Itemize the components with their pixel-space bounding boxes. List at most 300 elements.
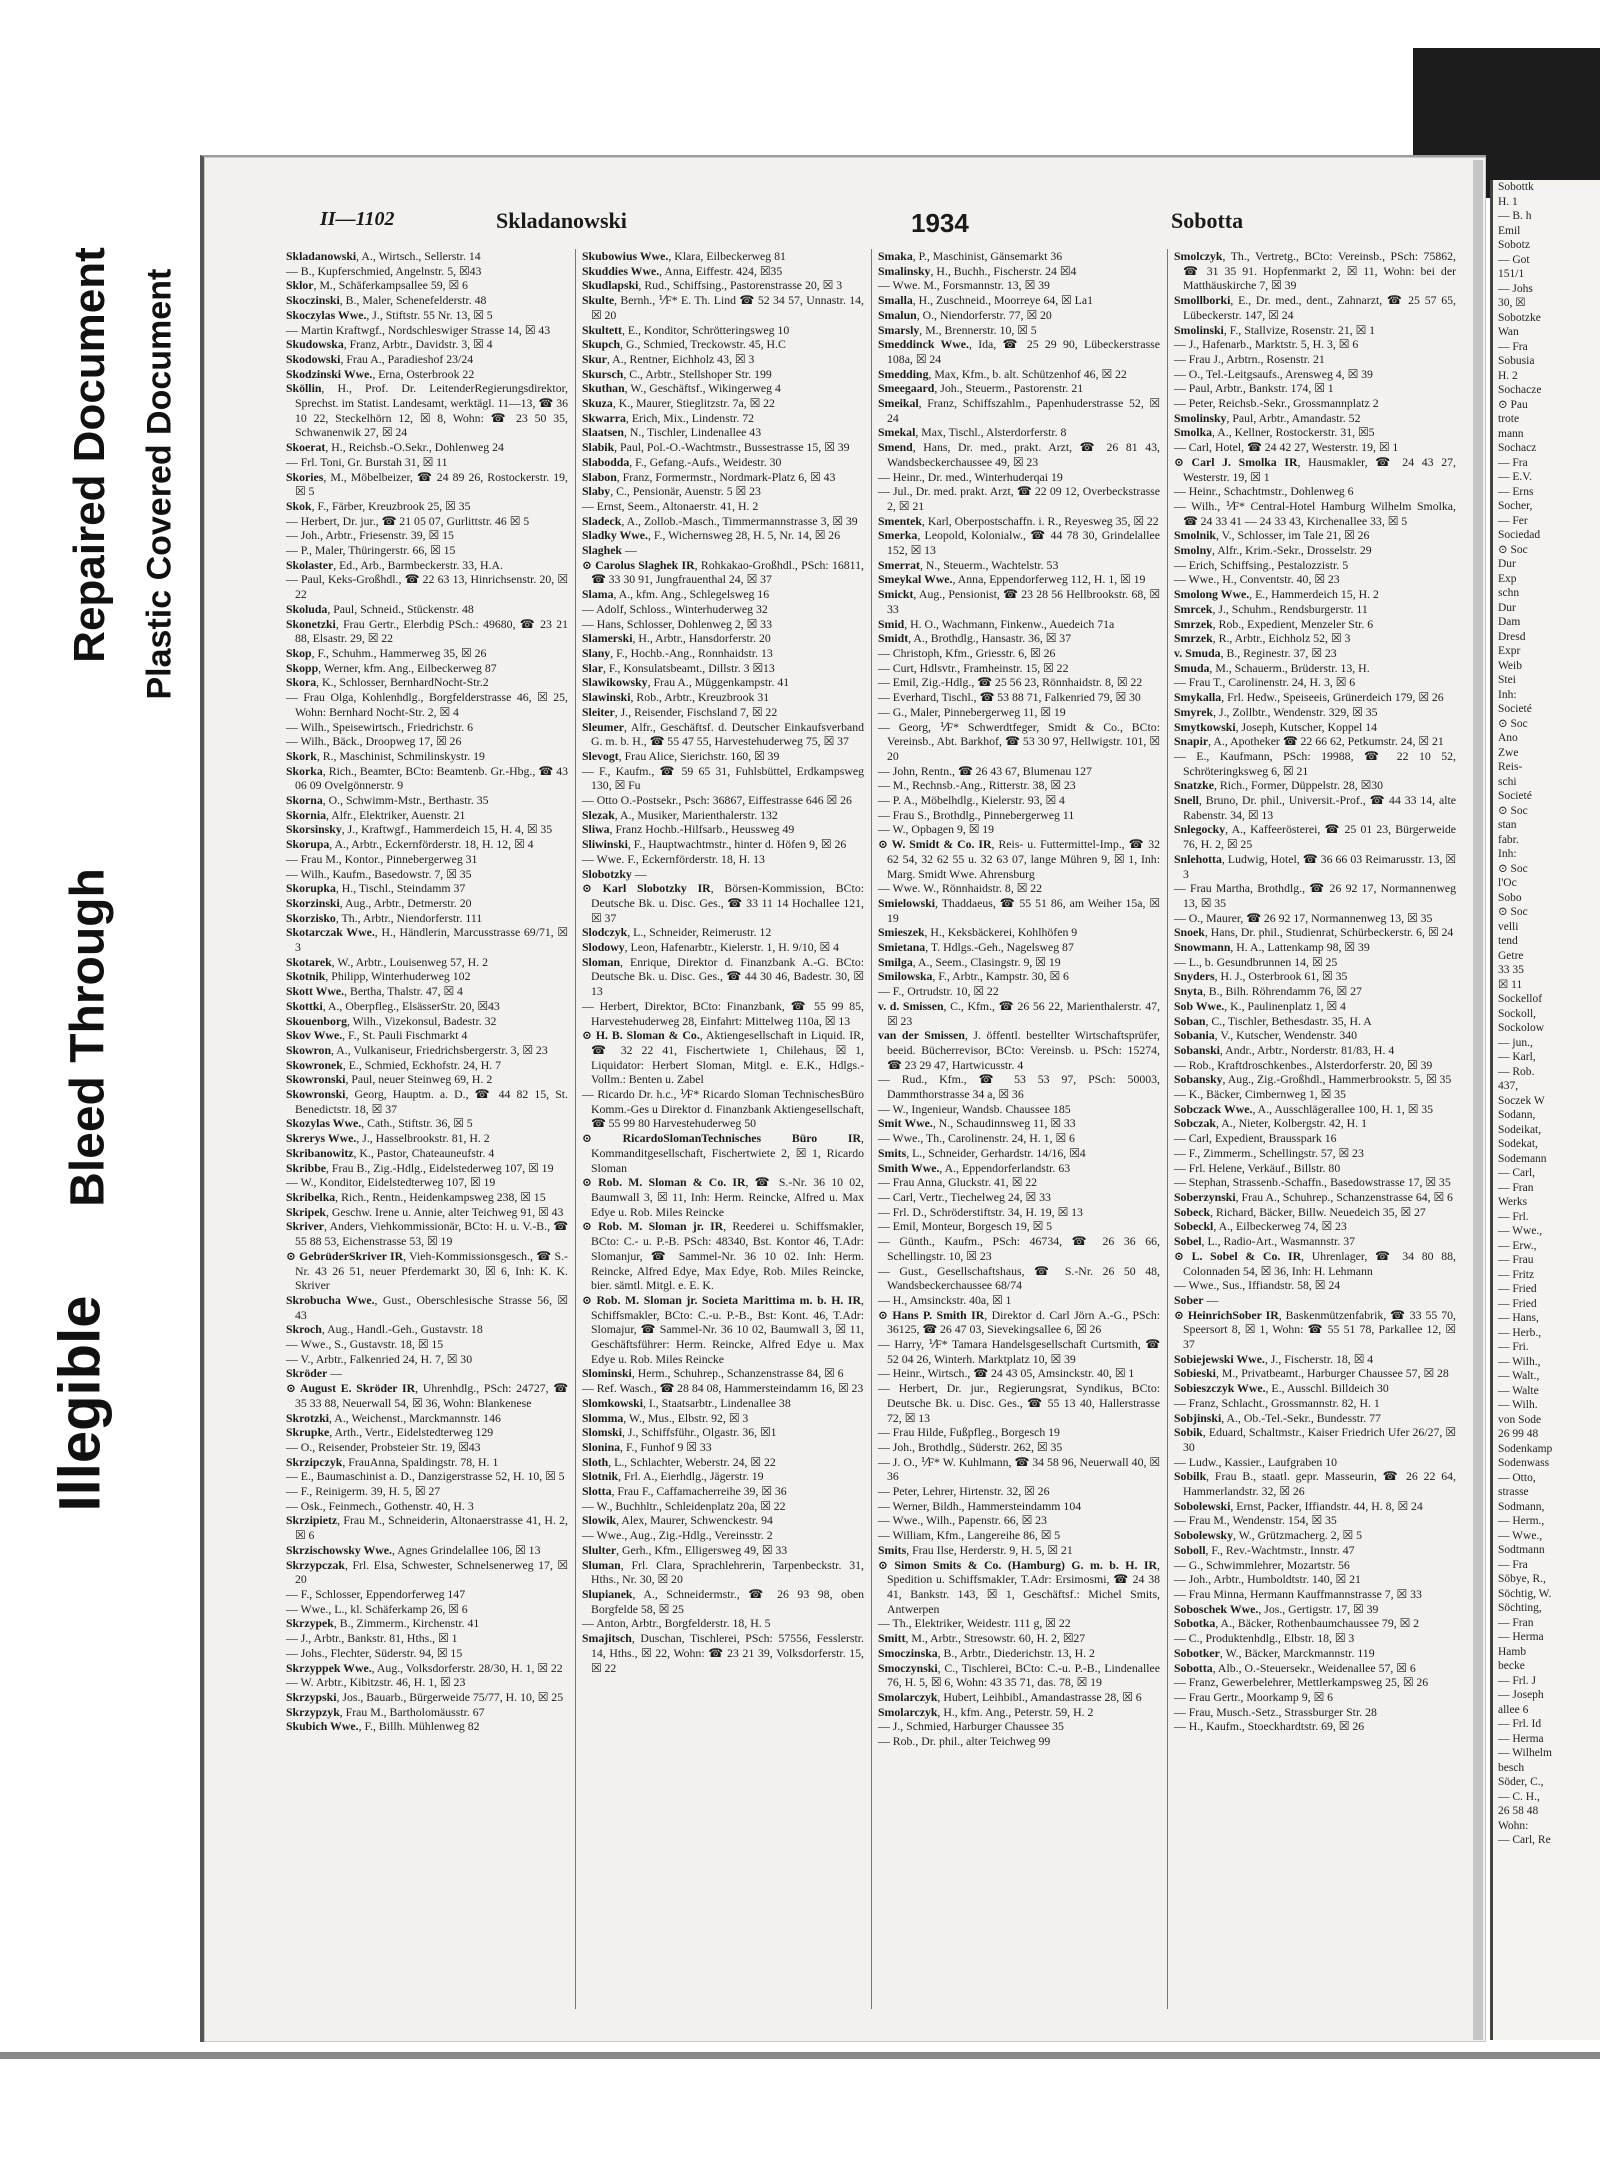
- directory-entry: — Carl, Vertr., Tiechelweg 24, ☒ 33: [878, 1190, 1051, 1204]
- directory-entry: Sobjinski, A., Ob.-Tel.-Sekr., Bundesstr. 77: [1174, 1410, 1381, 1425]
- directory-entry: Smyrek, J., Zollbtr., Wendenstr. 329, ☒ 35: [1174, 704, 1378, 719]
- directory-entry: — Wwe. W., Rönnhaidstr. 8, ☒ 22: [878, 881, 1043, 896]
- directory-entry: Skrupke, Arth., Vertr., Eidelstedterweg 129: [286, 1425, 494, 1440]
- directory-entry: — G., Schwimmlehrer, Mozartstr. 56: [1174, 1557, 1350, 1572]
- directory-entry: Smith Wwe., A., Eppendorferlandstr. 63: [878, 1160, 1071, 1175]
- directory-entry: Sobilk, Frau B., staatl. gepr. Masseurin, ☎ 26 22 64, Hammerlandstr. 32, ☒ 26: [1174, 1469, 1456, 1499]
- directory-entry: Skursch, C., Arbtr., Stellshoper Str. 199: [582, 366, 772, 381]
- directory-entry: — Wilh., Kaufm., Basedowstr. 7, ☒ 35: [286, 866, 472, 881]
- directory-entry: — William, Kfm., Langereihe 86, ☒ 5: [878, 1528, 1061, 1543]
- adjacent-page-fragment: Sockoll,: [1498, 1007, 1537, 1020]
- directory-entry: Skowronski, Paul, neuer Steinweg 69, H. 2: [286, 1072, 493, 1087]
- directory-entry: — Wwe., Aug., Zig.-Hdlg., Vereinsstr. 2: [582, 1528, 773, 1543]
- adjacent-page-fragment: ⊙ Pau: [1498, 398, 1528, 411]
- directory-entry: Snlehotta, Ludwig, Hotel, ☎ 36 66 03 Reimarusstr. 13, ☒ 3: [1174, 851, 1456, 881]
- directory-entry: Slomski, J., Schiffsführ., Olgastr. 36, ☒1: [582, 1425, 777, 1440]
- directory-entry: Smeddinck Wwe., Ida, ☎ 25 29 90, Lübeckerstrasse 108a, ☒ 24: [878, 337, 1160, 366]
- directory-entry: Smalun, O., Niendorferstr. 77, ☒ 20: [878, 307, 1052, 322]
- directory-entry: Slaby, C., Pensionär, Auenstr. 5 ☒ 23: [582, 484, 761, 499]
- directory-entry: — Erich, Schiffsing., Pestalozzistr. 5: [1174, 557, 1349, 572]
- directory-entry: Slupianek, A., Schneidermstr., ☎ 26 93 98, oben Borgfelde 58, ☒ 25: [582, 1586, 864, 1616]
- column-divider: [1167, 249, 1168, 2009]
- directory-entry: — Otto O.-Postsekr., Psch: 36867, Eiffestrasse 646 ☒ 26: [582, 793, 852, 808]
- directory-entry: Skripek, Geschw. Irene u. Annie, alter Teichweg 91, ☒ 43: [286, 1204, 564, 1219]
- directory-entry: Slawikowsky, Frau A., Müggenkampstr. 41: [582, 675, 790, 690]
- adjacent-page-fragment: 26 99 48: [1498, 1428, 1539, 1440]
- directory-entry: Sobczak, A., Nieter, Kolbergstr. 42, H. 1: [1174, 1116, 1367, 1131]
- directory-entry: — O., Reisender, Probsteier Str. 19, ☒43: [286, 1439, 481, 1454]
- directory-entry: ⊙ Carolus Slaghek IR, Rohkakao-Großhdl., PSch: 16811, ☎ 33 30 91, Jungfrauenthal 24, ☒ 37: [582, 557, 864, 587]
- directory-entry: Skorzinski, Aug., Arbtr., Detmerstr. 20: [286, 895, 472, 910]
- adjacent-page-fragment: — Otto,: [1498, 1471, 1536, 1484]
- directory-entry: — E., Kaufmann, PSch: 19988, ☎ 22 10 52, Schröteringksweg 6, ☒ 21: [1174, 748, 1456, 778]
- directory-entry: Slamerski, H., Arbtr., Hansdorferstr. 20: [582, 631, 771, 646]
- directory-entry: — H., Kaufm., Stoeckhardtstr. 69, ☒ 26: [1174, 1719, 1365, 1734]
- directory-entry: Skrzipczyk, FrauAnna, Spaldingstr. 78, H. 1: [286, 1454, 499, 1469]
- directory-entry: Sobieszczyk Wwe., E., Ausschl. Billdeich 30: [1174, 1381, 1389, 1396]
- directory-entry: — O., Maurer, ☎ 26 92 17, Normannenweg 13, ☒ 35: [1174, 910, 1433, 925]
- directory-entry: Sköllin, H., Prof. Dr. LeitenderRegierungsdirektor, Sprechst. im Statist. Landesamt, werktägl. 11—13, ☎ 36 10 22, Steckelhörn 12, ☒ 8, Wohn: ☎ 23 50 35, Schwanenwik 27, ☒ 24: [286, 381, 568, 440]
- page-number: II—1102: [320, 208, 395, 230]
- directory-entry: — Johs., Flechter, Süderstr. 94, ☒ 15: [286, 1645, 463, 1660]
- adjacent-page-fragment: Wohn:: [1498, 1819, 1529, 1832]
- directory-entry: Smolong Wwe., E., Hammerdeich 15, H. 2: [1174, 587, 1379, 602]
- directory-entry: — Curt, Hdlsvtr., Framheinstr. 15, ☒ 22: [878, 660, 1069, 675]
- directory-entry: Sklor, M., Schäferkampsallee 59, ☒ 6: [286, 278, 468, 293]
- directory-entry: — Martin Kraftwgf., Nordschleswiger Strasse 14, ☒ 43: [286, 322, 551, 337]
- directory-entry: — Wilh., ⅟F* Central-Hotel Hamburg Wilhelm Smolka, ☎ 24 33 41 — 24 33 43, Kirchenallee 33, ☒ 5: [1174, 498, 1456, 528]
- directory-entry: Slodczyk, L., Schneider, Reimerustr. 12: [582, 925, 772, 940]
- directory-entry: Smeegaard, Joh., Steuerm., Pastorenstr. 21: [878, 381, 1084, 396]
- directory-entry: — Frau S., Brothdlg., Pinnebergerweg 11: [878, 807, 1075, 822]
- directory-entry: Snyta, B., Bilh. Röhrendamm 76, ☒ 27: [1174, 984, 1362, 999]
- directory-entry: Skrzypczak, Frl. Elsa, Schwester, Schnelsenerweg 17, ☒ 20: [286, 1557, 568, 1587]
- directory-entry: Skribanowitz, K., Pastor, Chateauneufstr. 4: [286, 1145, 495, 1160]
- adjacent-page-fragment: ⊙ Soc: [1498, 906, 1528, 918]
- directory-entry: Smollborki, E., Dr. med., dent., Zahnarzt, ☎ 25 57 65, Lübeckerstr. 147, ☒ 24: [1174, 293, 1456, 322]
- directory-entry: Soboll, F., Rev.-Wachtmstr., Innstr. 47: [1174, 1542, 1355, 1557]
- directory-entry: — M., Rechnsb.-Ang., Ritterstr. 38, ☒ 23: [878, 778, 1076, 793]
- directory-entry: ⊙ RicardoSlomanTechnisches Büro IR, Kommanditgesellschaft, Fischertwiete 2, ☒ 1, Ricardo Sloman: [582, 1131, 864, 1175]
- adjacent-page-fragment: — Frl. Id: [1498, 1718, 1542, 1730]
- directory-entry: — Rob., Dr. phil., alter Teichweg 99: [878, 1734, 1051, 1749]
- directory-entry: — Joh., Arbtr., Friesenstr. 39, ☒ 15: [286, 528, 454, 543]
- directory-entry: Smickt, Aug., Pensionist, ☎ 23 28 56 Hellbrookstr. 68, ☒ 33: [878, 587, 1160, 616]
- directory-entry: — Ludw., Kassier., Laufgraben 10: [1174, 1454, 1338, 1469]
- directory-entry: Sobania, V., Kutscher, Wendenstr. 340: [1174, 1028, 1358, 1043]
- directory-entry: Smolnik, V., Schlosser, im Tale 21, ☒ 26: [1174, 528, 1370, 543]
- directory-entry: — Frau J., Arbtrn., Rosenstr. 21: [1174, 351, 1325, 366]
- adjacent-page-fragment: Reis-: [1498, 761, 1523, 773]
- directory-entry: — Wwe., Sus., Iffiandstr. 58, ☒ 24: [1174, 1278, 1341, 1293]
- directory-entry: — Frau Minna, Hermann Kauffmannstrasse 7, ☒ 33: [1174, 1586, 1422, 1601]
- directory-entry: — F., Schlosser, Eppendorferweg 147: [286, 1586, 466, 1601]
- directory-entry: — Wwe., Th., Carolinenstr. 24, H. 1, ☒ 6: [878, 1131, 1075, 1146]
- adjacent-page-fragment: — Fra: [1498, 1558, 1528, 1571]
- directory-entry: Slawinski, Rob., Arbtr., Kreuzbrook 31: [582, 690, 770, 705]
- directory-entry: Sobieski, M., Privatbeamt., Harburger Chaussee 57, ☒ 28: [1174, 1366, 1449, 1381]
- directory-entry: — Wwe., Wilh., Papenstr. 66, ☒ 23: [878, 1513, 1047, 1528]
- directory-entry: Skoluda, Paul, Schneid., Stückenstr. 48: [286, 601, 474, 616]
- directory-entry: Skoerat, H., Reichsb.-O.Sekr., Dohlenweg 24: [286, 440, 504, 455]
- directory-entry: — Gust., Gesellschaftshaus, ☎ S.-Nr. 26 50 48, Wandsbeckerchaussee 68/74: [878, 1263, 1160, 1293]
- adjacent-page-fragment: — Carl,: [1498, 1167, 1536, 1179]
- directory-entry: Sobiejewski Wwe., J., Fischerstr. 18, ☒ 4: [1174, 1351, 1374, 1366]
- header-first-name: Skladanowski: [496, 208, 627, 233]
- directory-entry: Skudowska, Franz, Arbtr., Davidstr. 3, ☒ 4: [286, 337, 493, 352]
- adjacent-page-fragment: — Wilhelm: [1498, 1747, 1552, 1759]
- directory-entry: — F., Kaufm., ☎ 59 65 31, Fuhlsbüttel, Erdkampsweg 130, ☒ Fu: [582, 763, 864, 793]
- directory-entry: — Anton, Arbtr., Borgfelderstr. 18, H. 5: [582, 1616, 771, 1631]
- directory-entry: — Adolf, Schloss., Winterhuderweg 32: [582, 601, 768, 616]
- directory-entry: Skotarek, W., Arbtr., Louisenweg 57, H. 2: [286, 954, 488, 969]
- directory-columns: [286, 249, 1456, 2029]
- directory-entry: — Peter, Lehrer, Hirtenstr. 32, ☒ 26: [878, 1484, 1050, 1499]
- directory-entry: Slabik, Paul, Pol.-O.-Wachtmstr., Bussestrasse 15, ☒ 39: [582, 440, 850, 455]
- adjacent-page-fragment: Sodtmann: [1498, 1544, 1545, 1556]
- adjacent-page-fragment: — Wilh.: [1498, 1399, 1538, 1411]
- directory-entry: Skozylas Wwe., Cath., Stiftstr. 36, ☒ 5: [286, 1116, 473, 1131]
- adjacent-page-fragment: — Fran: [1498, 1616, 1534, 1629]
- adjacent-page-fragment: Sobotz: [1498, 239, 1530, 251]
- directory-entry: — Frau T., Carolinenstr. 24, H. 3, ☒ 6: [1174, 675, 1356, 690]
- adjacent-page-fragment: — Karl,: [1498, 1051, 1536, 1063]
- adjacent-page-fragment: — Joseph: [1498, 1689, 1544, 1701]
- adjacent-page-fragment: Sobotzke: [1498, 311, 1541, 324]
- directory-entry: — B., Kupferschmied, Angelnstr. 5, ☒43: [286, 263, 482, 278]
- directory-entry: Skott Wwe., Bertha, Thalstr. 47, ☒ 4: [286, 984, 463, 999]
- directory-entry: Skorka, Rich., Beamter, BCto: Beamtenb. Gr.-Hbg., ☎ 43 06 09 Ovelgönnerstr. 9: [286, 763, 568, 793]
- directory-entry: — Frau, Musch.-Setz., Strassburger Str. 28: [1174, 1704, 1377, 1719]
- adjacent-page-fragment: Ano: [1498, 732, 1518, 744]
- adjacent-page-fragment: — Erns: [1498, 485, 1534, 498]
- directory-entry: — John, Rentn., ☎ 26 43 67, Blumenau 127: [878, 763, 1092, 778]
- adjacent-page-fragment: — Fried: [1498, 1297, 1537, 1310]
- adjacent-page-fragment: Dur: [1498, 601, 1516, 614]
- directory-entry: Skodowski, Frau A., Paradieshof 23/24: [286, 351, 474, 366]
- directory-entry: — Frau Olga, Kohlenhdlg., Borgfelderstrasse 46, ☒ 25, Wohn: Bernhard Nocht-Str. 2, ☒ 4: [286, 690, 568, 719]
- directory-entry: — Christoph, Kfm., Griesstr. 6, ☒ 26: [878, 645, 1056, 660]
- directory-page: [200, 155, 1486, 2042]
- header-last-name: Sobotta: [1171, 208, 1244, 233]
- adjacent-page-fragment: l'Oc: [1498, 877, 1517, 889]
- adjacent-page-fragment: 151/1: [1498, 268, 1525, 280]
- directory-entry: Sobel, L., Radio-Art., Wasmannstr. 37: [1174, 1234, 1356, 1249]
- adjacent-page-fragment: — Fer: [1498, 514, 1528, 527]
- directory-entry: Smolczyk, Th., Vertretg., BCto: Vereinsb., PSch: 75862, ☎ 31 35 91. Hopfenmarkt 2, ☒ 11, Wohn: bei der Matthäuskirche 7, ☒ 39: [1174, 249, 1456, 293]
- directory-entry: — Joh., Brothdlg., Süderstr. 262, ☒ 35: [878, 1439, 1063, 1454]
- directory-entry: Skov Wwe., F., St. Pauli Fischmarkt 4: [286, 1028, 468, 1043]
- directory-entry: Slowik, Alex, Maurer, Schwenckestr. 94: [582, 1513, 773, 1528]
- directory-entry: Skrzypek, B., Zimmerm., Kirchenstr. 41: [286, 1616, 480, 1631]
- directory-entry: — Herbert, Direktor, BCto: Finanzbank, ☎ 55 99 85, Harvestehuderweg 28, Einfahrt: Mittelweg 110a, ☒ 13: [582, 998, 864, 1028]
- directory-entry: ⊙ Hans P. Smith IR, Direktor d. Carl Jörn A.-G., PSch: 36125, ☎ 26 47 03, Sievekingsallee 6, ☒ 26: [878, 1307, 1160, 1337]
- adjacent-page-fragment: — Hans,: [1498, 1312, 1539, 1324]
- directory-entry: — Georg, ⅟F* Schwerdtfeger, Smidt & Co., BCto: Vereinsb., Abt. Barkhof, ☎ 53 30 97, Hellwigstr. 101, ☒ 20: [878, 719, 1160, 763]
- directory-entry: ⊙ GebrüderSkriver IR, Vieh-Kommissionsgesch., ☎ S.-Nr. 43 26 51, neuer Pferdemarkt 30, ☒ 6, Inh: K. K. Skriver: [286, 1248, 568, 1293]
- directory-entry: Skopp, Werner, kfm. Ang., Eilbeckerweg 87: [286, 660, 497, 675]
- directory-entry: — Wilh., Speisewirtsch., Friedrichstr. 6: [286, 719, 474, 734]
- directory-entry: Skoczylas Wwe., J., Stiftstr. 55 Nr. 13, ☒ 5: [286, 307, 493, 322]
- adjacent-page-fragment: Sochacze: [1498, 384, 1542, 396]
- directory-entry: Sobotta, Alb., O.-Steuersekr., Weidenallee 57, ☒ 6: [1174, 1660, 1416, 1675]
- directory-entry: Snell, Bruno, Dr. phil., Universit.-Prof., ☎ 44 33 14, alte Rabenstr. 34, ☒ 13: [1174, 793, 1456, 822]
- adjacent-page-fragment: — Frl. J: [1498, 1674, 1537, 1687]
- illegible-label: Illegible: [47, 1295, 113, 1512]
- directory-entry: Snlegocky, A., Kaffeerösterei, ☎ 25 01 23, Bürgerweide 76, H. 2, ☒ 25: [1174, 822, 1456, 852]
- directory-entry: Slama, A., kfm. Ang., Schlegelsweg 16: [582, 587, 770, 602]
- adjacent-page-fragment: — Wwe.,: [1498, 1529, 1543, 1542]
- directory-entry: Snatzke, Rich., Former, Düppelstr. 28, ☒30: [1174, 778, 1384, 793]
- directory-entry: Skudlapski, Rud., Schiffsing., Pastorenstrasse 20, ☒ 3: [582, 278, 843, 293]
- directory-column-1: [286, 249, 568, 2029]
- adjacent-page-fragment: 30, ☒: [1498, 297, 1526, 309]
- directory-entry: Skok, F., Färber, Kreuzbrook 25, ☒ 35: [286, 498, 471, 513]
- directory-entry: Smalinsky, H., Buchh., Fischerstr. 24 ☒4: [878, 263, 1077, 278]
- adjacent-page-fragment: — Frau: [1498, 1254, 1534, 1266]
- directory-entry: Skop, F., Schuhm., Hammerweg 35, ☒ 26: [286, 645, 487, 660]
- directory-entry: Snoek, Hans, Dr. phil., Studienrat, Schürbeckerstr. 6, ☒ 24: [1174, 925, 1454, 940]
- directory-entry: Smoczynski, C., Tischlerei, BCto: C.-u. P.-B., Lindenallee 76, H. 5, ☒ 6, Wohn: 43 35 71, das. 78, ☒ 19: [878, 1660, 1160, 1690]
- directory-entry: ⊙ Rob. M. Sloman jr. Societa Marittima m. b. H. IR, Schiffsmakler, BCto: C.-u. P.-B., Bst: Kont. 46, T.Adr: Slomajur, ☎ Sammel-Nr. 36 10 02, Baumwall 3, ☒ 11, Geschäftsführer: Herm. Reincke, Alfred Edye u. Max Edye u. Rob. Miles Reincke: [582, 1292, 864, 1366]
- directory-entry: Smekal, Max, Tischl., Alsterdorferstr. 8: [878, 425, 1067, 440]
- directory-entry: — Rob., Kraftdroschkenbes., Alsterdorferstr. 20, ☒ 39: [1174, 1057, 1433, 1072]
- directory-entry: Skodzinski Wwe., Erna, Osterbrook 22: [286, 366, 475, 381]
- directory-entry: — F., Ortrudstr. 10, ☒ 22: [878, 984, 999, 999]
- directory-entry: — Hans, Schlosser, Dohlenweg 2, ☒ 33: [582, 616, 772, 631]
- repaired-document-label: Repaired Document: [65, 247, 114, 663]
- directory-entry: Smolinski, F., Stallvize, Rosenstr. 21, ☒ 1: [1174, 322, 1376, 337]
- directory-entry: — Heinr., Dr. med., Winterhuderqai 19: [878, 469, 1063, 484]
- directory-entry: — J., Arbtr., Bankstr. 81, Hths., ☒ 1: [286, 1631, 458, 1646]
- directory-entry: Slomkowski, I., Staatsarbtr., Lindenallee 38: [582, 1395, 791, 1410]
- adjacent-page-fragment: — Fra: [1498, 340, 1528, 353]
- adjacent-page-fragment: Sobottk: [1498, 181, 1534, 193]
- directory-entry: Skories, M., Möbelbeizer, ☎ 24 89 26, Rostockerstr. 19, ☒ 5: [286, 469, 568, 499]
- directory-entry: — Carl, Expedient, Brausspark 16: [1174, 1131, 1337, 1146]
- directory-entry: Smentek, Karl, Oberpostschaffn. i. R., Reyesweg 35, ☒ 22: [878, 513, 1159, 528]
- directory-entry: — J. O., ⅟F* W. Kuhlmann, ☎ 34 58 96, Neuerwall 40, ☒ 36: [878, 1454, 1160, 1484]
- directory-entry: — H., Amsinckstr. 40a, ☒ 1: [878, 1292, 1012, 1307]
- directory-entry: Smeikal, Franz, Schiffszahlm., Papenhuderstrasse 52, ☒ 24: [878, 396, 1160, 425]
- directory-entry: Sobolewsky, W., Grützmacherg. 2, ☒ 5: [1174, 1528, 1362, 1543]
- adjacent-page-fragment: Söchting,: [1498, 1602, 1542, 1614]
- directory-entry: Skowronski, Georg, Hauptm. a. D., ☎ 44 82 15, St. Benedictstr. 18, ☒ 37: [286, 1087, 568, 1116]
- directory-entry: — Franz, Gewerbelehrer, Mettlerkampsweg 25, ☒ 26: [1174, 1675, 1429, 1690]
- adjacent-page-fragment: Expr: [1498, 645, 1521, 657]
- column-divider: [871, 249, 872, 2009]
- directory-entry: — Everhard, Tischl., ☎ 53 88 71, Falkenried 79, ☒ 30: [878, 690, 1141, 705]
- directory-entry: Smits, Frau Ilse, Herderstr. 9, H. 5, ☒ 21: [878, 1542, 1073, 1557]
- adjacent-page-fragment: — Fried: [1498, 1283, 1537, 1295]
- directory-entry: Skora, K., Schlosser, BernhardNocht-Str.2: [286, 675, 489, 690]
- directory-entry: — Osk., Feinmech., Gothenstr. 40, H. 3: [286, 1498, 474, 1513]
- directory-entry: Skrzypzyk, Frau M., Bartholomäusstr. 67: [286, 1704, 485, 1719]
- adjacent-page-fragment: schi: [1498, 775, 1517, 788]
- directory-entry: — Herbert, Dr. jur., Regierungsrat, Syndikus, BCto: Deutsche Bk. u. Disc. Ges., ☎ 55 13 40, Hallerstrasse 72, ☒ 13: [878, 1381, 1160, 1425]
- adjacent-page-fragment: 26 58 48: [1498, 1805, 1539, 1817]
- directory-entry: — G., Maler, Pinnebergerweg 11, ☒ 19: [878, 704, 1066, 719]
- directory-entry: — Frau M., Kontor., Pinnebergerweg 31: [286, 851, 478, 866]
- directory-entry: Skrerys Wwe., J., Hasselbrookstr. 81, H. 2: [286, 1131, 490, 1146]
- directory-entry: — Emil, Zig.-Hdlg., ☎ 25 56 23, Rönnhaidstr. 8, ☒ 22: [878, 675, 1143, 690]
- directory-entry: Smolarczyk, H., kfm. Ang., Peterstr. 59, H. 2: [878, 1704, 1094, 1719]
- adjacent-page-fragment: H. 2: [1498, 369, 1518, 382]
- directory-entry: Smytkowski, Joseph, Kutscher, Koppel 14: [1174, 719, 1378, 734]
- directory-entry: Skorsinsky, J., Kraftwgf., Hammerdeich 15, H. 4, ☒ 35: [286, 822, 553, 837]
- adjacent-page-fragment: 437,: [1498, 1080, 1519, 1092]
- directory-entry: Skorzisko, Th., Arbtr., Niendorferstr. 111: [286, 910, 483, 925]
- directory-entry: Smilga, A., Seem., Clasingstr. 9, ☒ 19: [878, 954, 1061, 969]
- column-divider: [575, 249, 576, 2009]
- adjacent-page-fragment: — Walte: [1498, 1384, 1539, 1397]
- adjacent-page-fragment: Societé: [1498, 790, 1532, 802]
- directory-entry: Smerrat, N., Steuerm., Wachtelstr. 53: [878, 557, 1059, 572]
- adjacent-page-fragment: ⊙ Soc: [1498, 717, 1528, 730]
- directory-entry: Skottki, A., Oberpfleg., ElsässerStr. 20, ☒43: [286, 998, 500, 1013]
- directory-entry: Slany, F., Hochb.-Ang., Ronnhaidstr. 13: [582, 645, 773, 660]
- directory-entry: — Stephan, Strassenb.-Schaffn., Basedowstrasse 17, ☒ 35: [1174, 1175, 1451, 1190]
- adjacent-page-fragment: Exp: [1498, 572, 1517, 585]
- directory-entry: v. Smuda, B., Reginestr. 37, ☒ 23: [1174, 645, 1337, 660]
- adjacent-page-fragment: — Wwe.,: [1498, 1225, 1543, 1237]
- directory-entry: Skulte, Bernh., ⅟F* E. Th. Lind ☎ 52 34 57, Unnastr. 14, ☒ 20: [582, 293, 864, 322]
- adjacent-page-fragment: — Carl, Re: [1498, 1834, 1551, 1846]
- directory-entry: — Paul, Arbtr., Bankstr. 174, ☒ 1: [1174, 381, 1334, 396]
- directory-entry: Slobotzky —: [582, 866, 647, 881]
- adjacent-page-fragment: — Herma: [1498, 1631, 1544, 1643]
- directory-entry: v. d. Smissen, C., Kfm., ☎ 26 56 22, Marienthalerstr. 47, ☒ 23: [878, 998, 1160, 1028]
- directory-entry: — V., Arbtr., Falkenried 24, H. 7, ☒ 30: [286, 1351, 473, 1366]
- directory-entry: ⊙ HeinrichSober IR, Baskenmützenfabrik, ☎ 33 55 70, Speersort 8, ☒ 1, Wohn: ☎ 55 51 78, Parkallee 12, ☒ 37: [1174, 1307, 1456, 1352]
- directory-entry: ⊙ Karl Slobotzky IR, Börsen-Kommission, BCto: Deutsche Bk. u. Disc. Ges., ☎ 33 11 14 Hochallee 121, ☒ 37: [582, 881, 864, 925]
- directory-entry: ⊙ Rob. M. Sloman & Co. IR, ☎ S.-Nr. 36 10 02, Baumwall 3, ☒ 11, Inh: Herm. Reincke, Alfred u. Max Edye u. Rob. Miles Reincke: [582, 1175, 864, 1219]
- directory-entry: — E., Baumaschinist a. D., Danzigerstrasse 52, H. 10, ☒ 5: [286, 1469, 565, 1484]
- adjacent-page-fragment: ⊙ Soc: [1498, 543, 1528, 556]
- directory-entry: Smits, L., Schneider, Gerhardstr. 14/16, ☒4: [878, 1145, 1086, 1160]
- directory-entry: Skornia, Alfr., Elektriker, Auenstr. 21: [286, 807, 466, 822]
- directory-entry: Sleiter, J., Reisender, Fischsland 7, ☒ 22: [582, 704, 778, 719]
- directory-entry: — Joh., Arbtr., Humboldtstr. 140, ☒ 21: [1174, 1572, 1361, 1587]
- directory-entry: — Frl. Helene, Verkäuf., Billstr. 80: [1174, 1160, 1341, 1175]
- directory-entry: — Frl. Toni, Gr. Burstah 31, ☒ 11: [286, 454, 448, 469]
- directory-entry: Skrotzki, A., Weichenst., Marckmannstr. 146: [286, 1410, 501, 1425]
- directory-entry: Skorna, O., Schwimm-Mstr., Berthastr. 35: [286, 793, 489, 808]
- directory-entry: — Ricardo Dr. h.c., ⅟F* Ricardo Sloman TechnischesBüro Komm.-Ges u Direktor d. Finanzbank Aktiengesellschaft, ☎ 55 99 80 Harvestehuderweg 50: [582, 1087, 864, 1131]
- directory-entry: Skwarra, Erich, Mix., Lindenstr. 72: [582, 410, 755, 425]
- directory-entry: Sobczack Wwe., A., Ausschlägerallee 100, H. 1, ☒ 35: [1174, 1101, 1434, 1116]
- adjacent-page-fragment: — Herma: [1498, 1732, 1544, 1745]
- page-edge: [1473, 160, 1483, 2040]
- adjacent-page-fragment: — Fra: [1498, 456, 1528, 469]
- adjacent-page-fragment: Socher,: [1498, 500, 1533, 512]
- directory-entry: Skrzypski, Jos., Bauarb., Bürgerweide 75/77, H. 10, ☒ 25: [286, 1689, 564, 1704]
- directory-entry: — Frau Anna, Gluckstr. 41, ☒ 22: [878, 1175, 1038, 1190]
- directory-entry: — Günth., Kaufm., PSch: 46734, ☎ 26 36 66, Schellingstr. 10, ☒ 23: [878, 1234, 1160, 1263]
- directory-entry: Smend, Hans, Dr. med., prakt. Arzt, ☎ 26 81 43, Wandsbeckerchaussee 49, ☒ 23: [878, 440, 1160, 469]
- adjacent-page-fragment: — Herb.,: [1498, 1326, 1542, 1339]
- directory-entry: ⊙ August E. Skröder IR, Uhrenhdlg., PSch: 24727, ☎ 35 33 88, Neuerwall 54, ☒ 36, Wohn: Blankenese: [286, 1381, 568, 1410]
- directory-entry: Sobolewski, Ernst, Packer, Iffiandstr. 44, H. 8, ☒ 24: [1174, 1498, 1423, 1513]
- adjacent-page-fragment: ⊙ Soc: [1498, 862, 1528, 875]
- adjacent-page-fragment: Getre: [1498, 949, 1524, 962]
- adjacent-page-fragment: Sodmann,: [1498, 1500, 1545, 1513]
- directory-entry: Smid, H. O., Wachmann, Finkenw., Auedeich 71a: [878, 616, 1115, 631]
- adjacent-page-fragment: — E.V.: [1498, 471, 1532, 483]
- adjacent-page-fragment: Hamb: [1498, 1645, 1527, 1658]
- directory-column-2: [582, 249, 864, 2029]
- directory-entry: — Ref. Wasch., ☎ 28 84 08, Hammersteindamm 16, ☒ 23: [582, 1381, 864, 1396]
- adjacent-page-fragment: schn: [1498, 587, 1520, 599]
- adjacent-page-fragment: — Erw.,: [1498, 1239, 1537, 1252]
- directory-entry: — Frau Gertr., Moorkamp 9, ☒ 6: [1174, 1689, 1333, 1704]
- directory-entry: Smarsly, M., Brennerstr. 10, ☒ 5: [878, 322, 1037, 337]
- directory-entry: ⊙ W. Smidt & Co. IR, Reis- u. Futtermittel-Imp., ☎ 32 62 54, 32 62 55 u. 32 63 07, lange Mühren 9, ☒ 1, Inh: Marg. Smidt Wwe. Ahrensburg: [878, 837, 1160, 881]
- directory-entry: Smrcek, J., Schuhm., Rendsburgerstr. 11: [1174, 601, 1368, 616]
- adjacent-page-fragment: besch: [1498, 1761, 1525, 1774]
- adjacent-page-fragment: Sodekat,: [1498, 1138, 1538, 1150]
- directory-entry: Sloth, L., Schlachter, Weberstr. 24, ☒ 22: [582, 1454, 776, 1469]
- adjacent-page-fragment: — B. h: [1498, 210, 1532, 222]
- directory-entry: ⊙ H. B. Sloman & Co., Aktiengesellschaft in Liquid. IR, ☎ 32 22 41, Fischertwiete 1, Chilehaus, ☒ 1, Liquidator: Herbert Sloman, Mitgl. e. E.K., Hdlgs.-Vollm.: Benten u. Zabel: [582, 1028, 864, 1087]
- directory-entry: Skriver, Anders, Viehkommissionär, BCto: H. u. V.-B., ☎ 55 88 53, Eichenstrasse 53, ☒ 19: [286, 1219, 568, 1249]
- directory-entry: Sober —: [1174, 1292, 1219, 1307]
- directory-entry: Skrobucha Wwe., Gust., Oberschlesische Strasse 56, ☒ 43: [286, 1292, 568, 1322]
- directory-entry: Skolaster, Ed., Arb., Barmbeckerstr. 33, H.A.: [286, 557, 503, 572]
- directory-entry: — Wwe. M., Forsmannstr. 13, ☒ 39: [878, 278, 1050, 293]
- adjacent-page-fragment: Dur: [1498, 558, 1516, 570]
- directory-entry: — L., b. Gesundbrunnen 14, ☒ 25: [1174, 954, 1338, 969]
- adjacent-page-fragment: — Fritz: [1498, 1268, 1535, 1281]
- directory-entry: — W., Ingenieur, Wandsb. Chaussee 185: [878, 1101, 1071, 1116]
- directory-entry: Skork, R., Maschinist, Schmilinskystr. 19: [286, 748, 485, 763]
- adjacent-page-fragment: ⊙ Soc: [1498, 804, 1528, 817]
- directory-entry: Sobeckl, A., Eilbeckerweg 74, ☒ 23: [1174, 1219, 1347, 1234]
- directory-entry: Skubich Wwe., F., Billh. Mühlenweg 82: [286, 1719, 480, 1734]
- directory-entry: ⊙ Rob. M. Sloman jr. IR, Reederei u. Schiffsmakler, BCto: C.- u. P.-B. PSch: 48340, Bst. Kontor 46, T.Adr: Slomanjur, ☎ Sammel-Nr. 36 10 02. Inh: Herm. Reincke, Alfred Edye, Max Edye, Rob. Miles Reincke, bier. sämtl. Mitgl. e. E. K.: [582, 1219, 864, 1293]
- directory-entry: Smalla, H., Zuschneid., Moorreye 64, ☒ La1: [878, 293, 1094, 308]
- directory-entry: Smerka, Leopold, Kolonialw., ☎ 44 78 30, Grindelallee 152, ☒ 13: [878, 528, 1160, 558]
- directory-entry: Slotnik, Frl. A., Eierhdlg., Jägerstr. 19: [582, 1469, 764, 1484]
- directory-entry: ⊙ Carl J. Smolka IR, Hausmakler, ☎ 24 43 27, Westerstr. 19, ☒ 1: [1174, 454, 1456, 484]
- adjacent-page-fragment: Wan: [1498, 326, 1519, 338]
- directory-entry: Sobansky, Aug., Zig.-Großhdl., Hammerbrookstr. 5, ☒ 35: [1174, 1072, 1452, 1087]
- directory-entry: Slodowy, Leon, Hafenarbtr., Kielerstr. 1, H. 9/10, ☒ 4: [582, 940, 839, 955]
- directory-entry: — Heinr., Wirtsch., ☎ 24 43 05, Amsinckstr. 40, ☒ 1: [878, 1366, 1135, 1381]
- directory-entry: — Wilh., Bäck., Droopweg 17, ☒ 26: [286, 734, 462, 749]
- directory-entry: Skowronek, E., Schmied, Eckhofstr. 24, H. 7: [286, 1057, 502, 1072]
- adjacent-page-fragment: Inh:: [1498, 848, 1517, 860]
- directory-entry: Skrzischowsky Wwe., Agnes Grindelallee 106, ☒ 13: [286, 1542, 541, 1557]
- adjacent-page-fragment: Soczek W: [1498, 1094, 1545, 1107]
- adjacent-page-fragment: allee 6: [1498, 1703, 1529, 1716]
- directory-entry: Slevogt, Frau Alice, Sierichstr. 160, ☒ 39: [582, 748, 780, 763]
- adjacent-page-fragment: Söder, C.,: [1498, 1776, 1544, 1788]
- directory-entry: — Frau Hilde, Fußpfleg., Borgesch 19: [878, 1425, 1060, 1440]
- adjacent-page-fragment: — Fri.: [1498, 1341, 1529, 1353]
- adjacent-page-fragment: Societé: [1498, 703, 1532, 715]
- directory-entry: Soboschek Wwe., Jos., Gertigstr. 17, ☒ 39: [1174, 1601, 1379, 1616]
- directory-entry: — Wwe., S., Gustavstr. 18, ☒ 15: [286, 1337, 444, 1352]
- directory-entry: ⊙ L. Sobel & Co. IR, Uhrenlager, ☎ 34 80 88, Colonnaden 54, ☒ 36, Inh: H. Lehmann: [1174, 1248, 1456, 1278]
- directory-entry: Skotarczak Wwe., H., Händlerin, Marcusstrasse 69/71, ☒ 3: [286, 925, 568, 955]
- adjacent-page-fragment: Emil: [1498, 224, 1521, 237]
- directory-entry: — W., Konditor, Eidelstedterweg 107, ☒ 19: [286, 1175, 496, 1190]
- directory-entry: Sladky Wwe., F., Wichernsweg 28, H. 5, Nr. 14, ☒ 26: [582, 528, 841, 543]
- directory-entry: Smidt, A., Brothdlg., Hansastr. 36, ☒ 37: [878, 631, 1072, 646]
- adjacent-page-fragment: — Johs: [1498, 282, 1533, 295]
- directory-entry: Smolka, A., Kellner, Rostockerstr. 31, ☒5: [1174, 425, 1375, 440]
